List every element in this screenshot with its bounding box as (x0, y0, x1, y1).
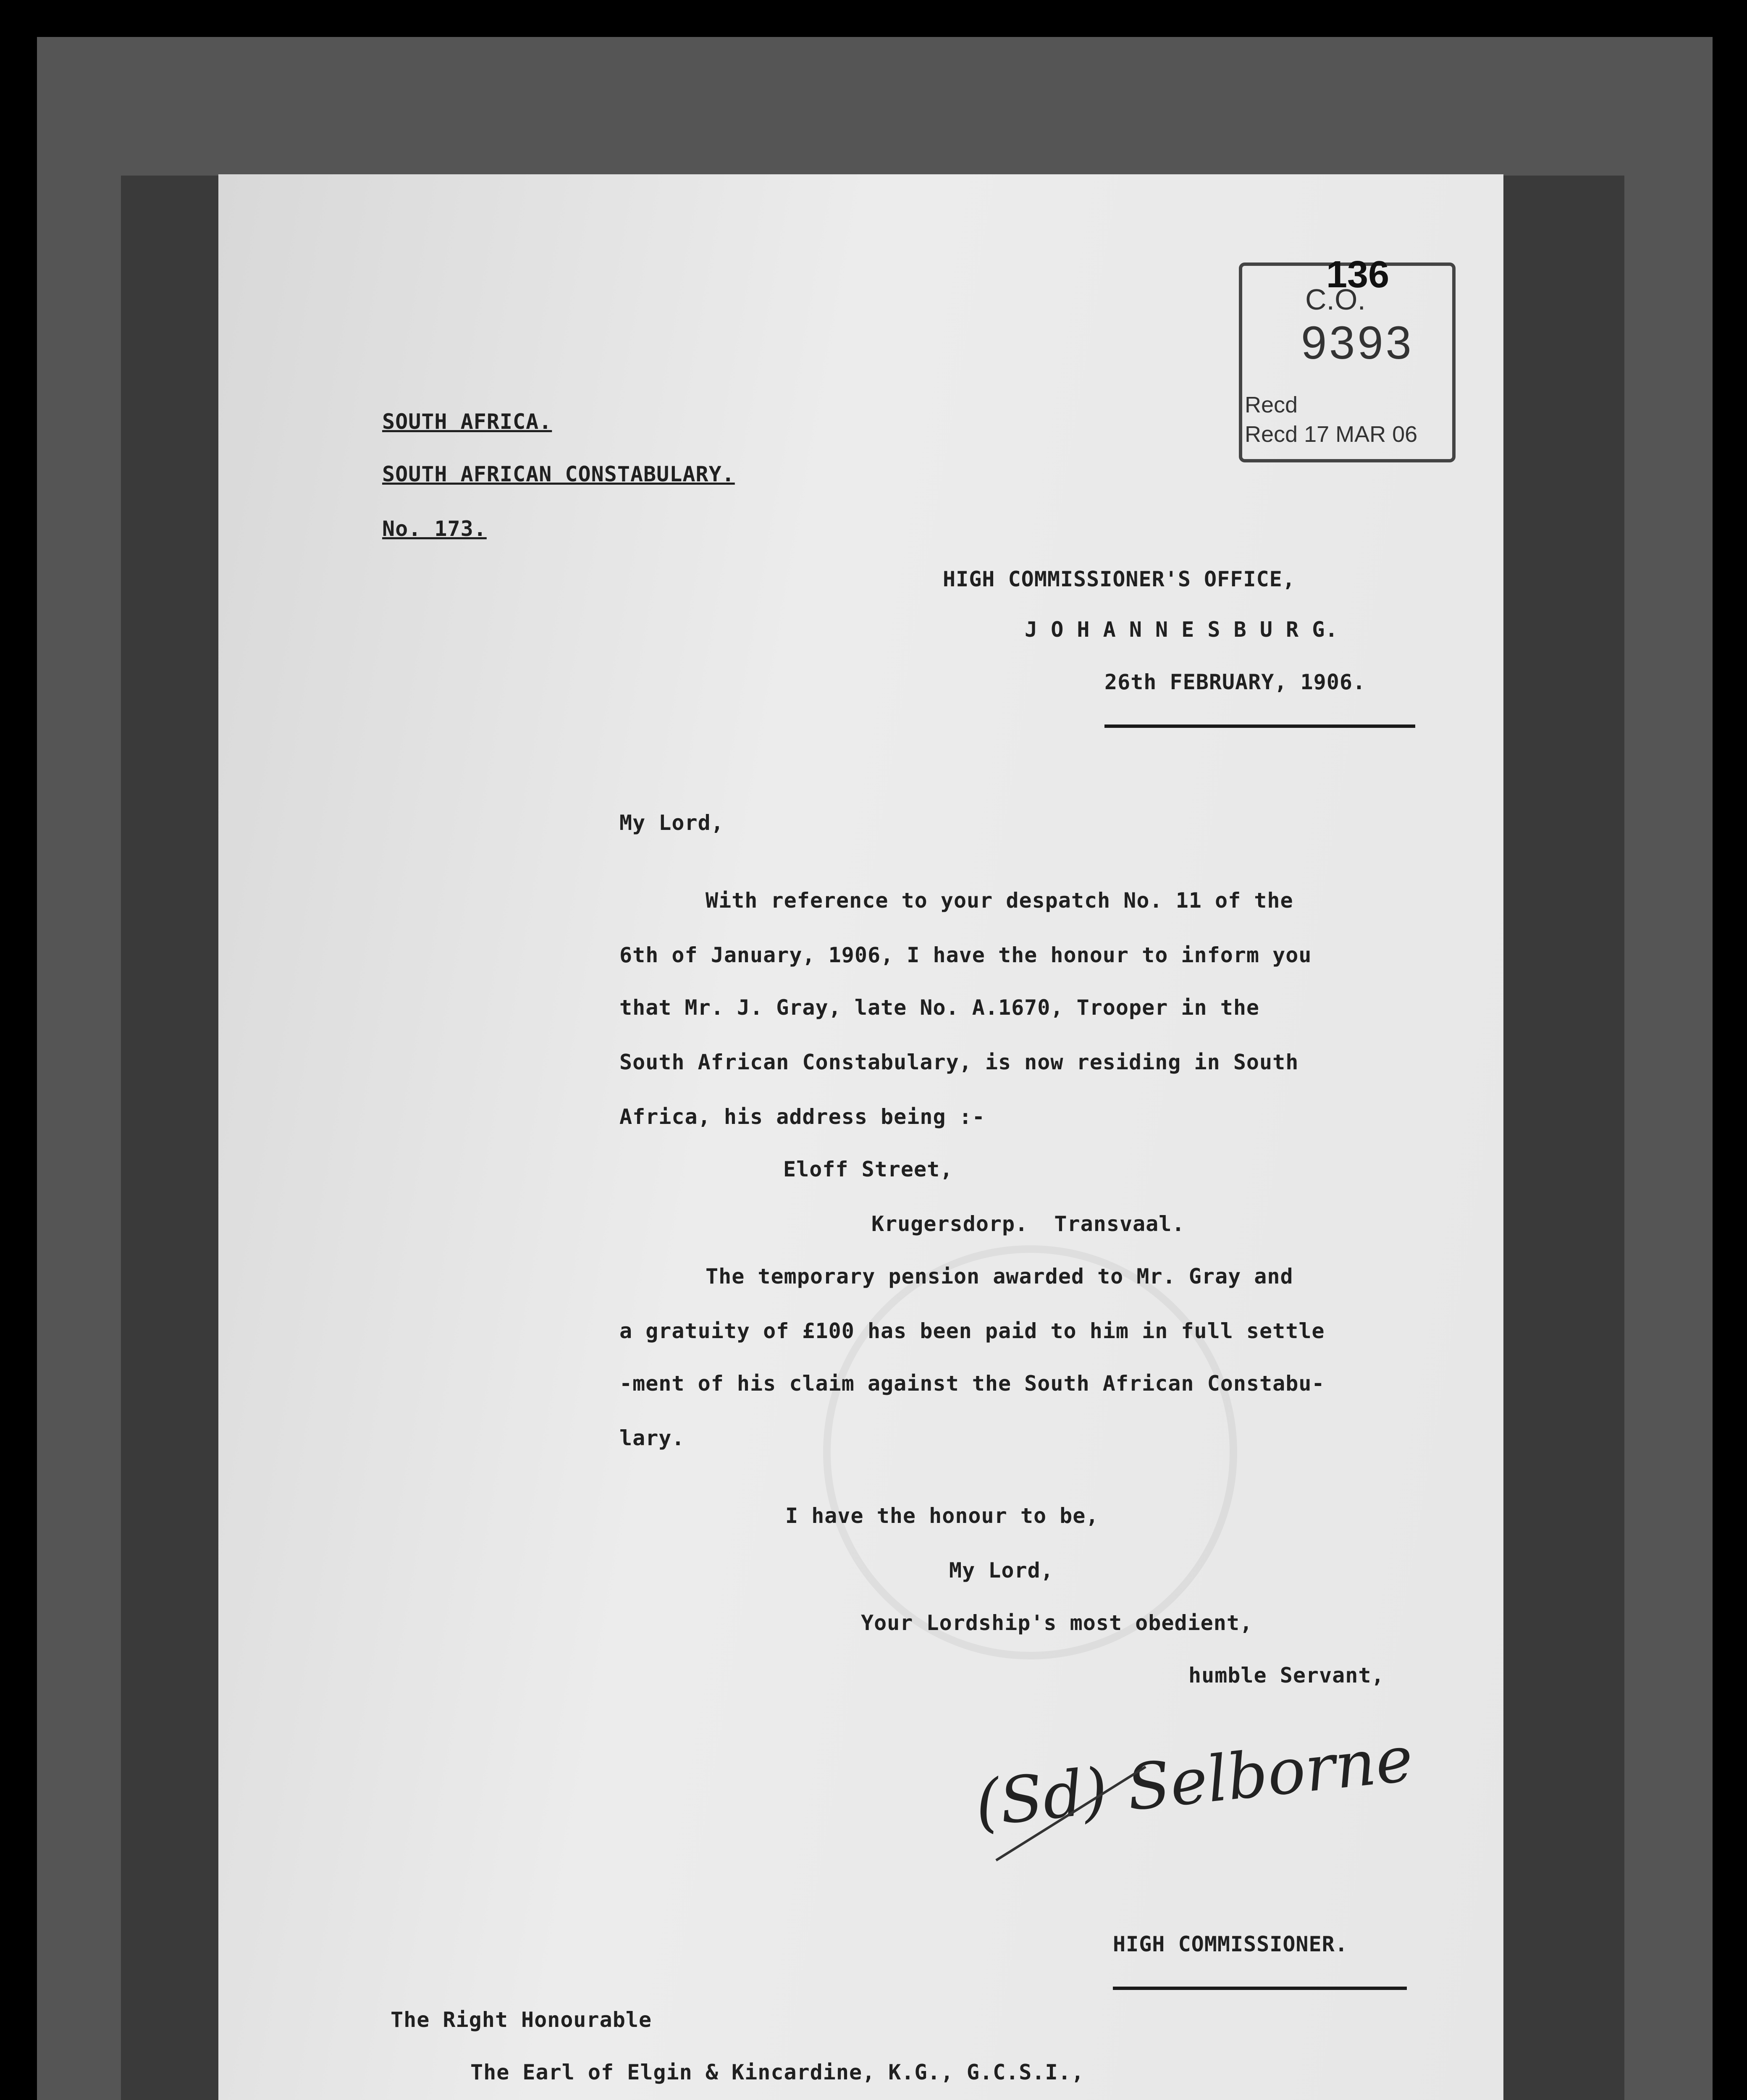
signature: (Sd) Selborne (971, 1722, 1416, 1841)
date-underline (1104, 724, 1415, 728)
body-line: lary. (619, 1426, 685, 1450)
signatory-underline (1113, 1987, 1407, 1990)
body-line: a gratuity of £100 has been paid to him in full settle (619, 1319, 1325, 1343)
folio-number: 136 (1326, 254, 1390, 296)
header-colony: SOUTH AFRICA. (382, 410, 552, 434)
body-line: With reference to your despatch No. 11 of the (706, 888, 1293, 913)
closing-line: My Lord, (949, 1558, 1054, 1583)
letter-date: 26th FEBRUARY, 1906. (1104, 670, 1366, 694)
address-town: Krugersdorp. Transvaal. (871, 1212, 1185, 1236)
registry-stamp (1239, 254, 1456, 462)
stamp-prefix: C.O. (1305, 283, 1366, 316)
body-line: South African Constabulary, is now residing in South (619, 1050, 1299, 1074)
header-department: SOUTH AFRICAN CONSTABULARY. (382, 462, 735, 486)
header-number: No. 173. (382, 517, 487, 541)
body-line: Africa, his address being :- (619, 1105, 985, 1129)
signatory-title: HIGH COMMISSIONER. (1113, 1932, 1348, 1956)
embossed-seal-watermark (823, 1245, 1237, 1659)
received-label: Recd (1245, 392, 1298, 417)
closing-line: Your Lordship's most obedient, (861, 1611, 1253, 1635)
received-date: Recd 17 MAR 06 (1245, 422, 1418, 447)
body-line: 6th of January, 1906, I have the honour to inform you (619, 943, 1312, 967)
sender-office: HIGH COMMISSIONER'S OFFICE, (943, 567, 1296, 591)
registry-number: 9393 (1301, 317, 1414, 369)
body-line: that Mr. J. Gray, late No. A.1670, Trooper in the (619, 995, 1260, 1020)
closing-line: I have the honour to be, (785, 1504, 1099, 1528)
letter-page (218, 174, 1503, 2100)
sender-city: J O H A N N E S B U R G. (1025, 617, 1338, 642)
addressee-line: The Earl of Elgin & Kincardine, K.G., G.C.S.I., (470, 2060, 1084, 2084)
body-line: The temporary pension awarded to Mr. Gray and (706, 1264, 1293, 1289)
salutation: My Lord, (619, 811, 724, 835)
address-street: Eloff Street, (783, 1157, 953, 1181)
body-line: -ment of his claim against the South African Constabu- (619, 1371, 1325, 1396)
closing-line: humble Servant, (1188, 1663, 1385, 1688)
addressee-line: The Right Honourable (391, 2008, 652, 2032)
